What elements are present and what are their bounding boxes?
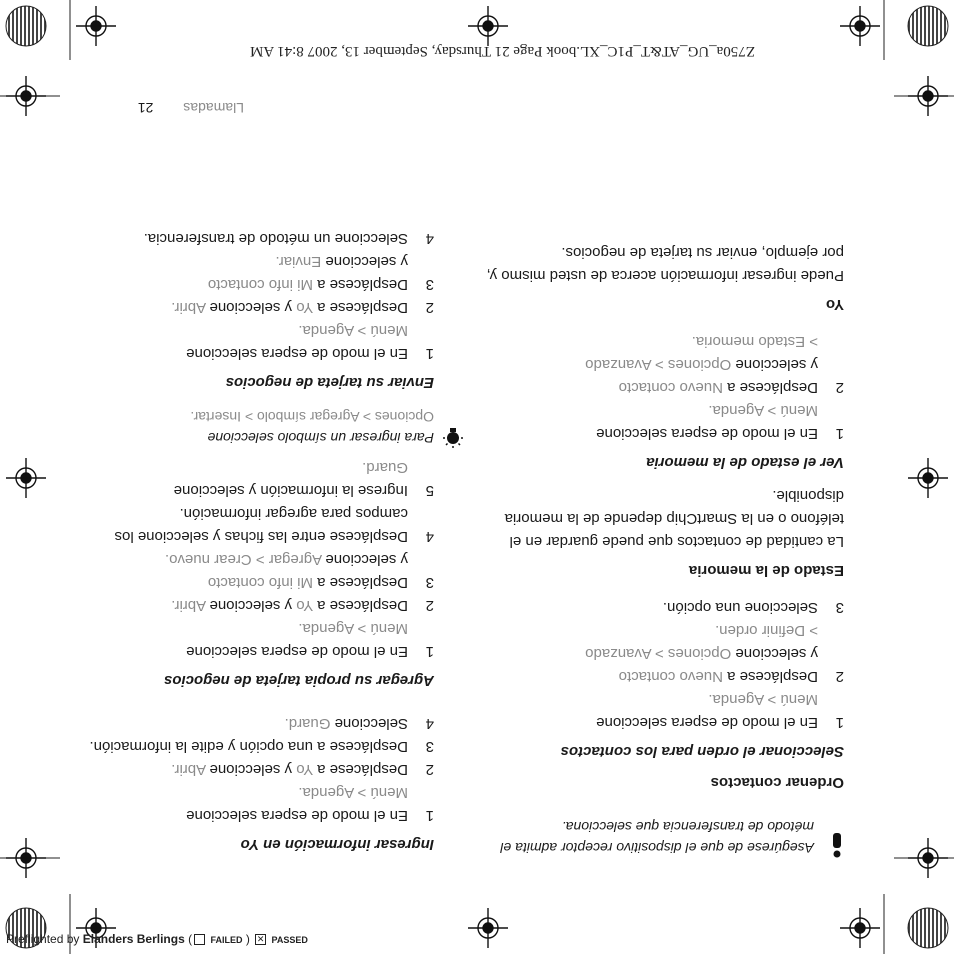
list-item — [484, 688, 844, 734]
step-text-body: Desplácese a — [727, 379, 818, 396]
step-text-body: Desplácese a — [317, 574, 408, 591]
preflight-passed: PASSED — [271, 935, 308, 945]
list-item — [84, 712, 434, 735]
step-text-connector: y seleccione — [209, 761, 293, 778]
menu-path: Guard. — [284, 715, 331, 732]
memoria-title: Estado de la memoria — [688, 562, 844, 579]
left-column — [484, 231, 844, 864]
step-text — [186, 617, 408, 663]
step-text-connector: y seleccione — [209, 299, 293, 316]
step-number: 2 — [425, 299, 434, 316]
preflight-failed: FAILED — [210, 935, 243, 945]
transfer-hint-text: Asegúrese de que el dispositivo receptor admita el método de transferencia que selecciona. — [500, 819, 814, 856]
step-text — [186, 781, 408, 827]
step-number: 3 — [835, 599, 844, 616]
step-text — [585, 619, 818, 688]
symbol-tip — [84, 406, 464, 448]
step-text: Seleccione un método de transferencia. — [143, 230, 408, 247]
list-item — [84, 735, 434, 758]
tip-content — [190, 406, 434, 448]
menu-path: Nuevo contacto — [618, 379, 723, 396]
step-text-body: Ingrese la información y seleccione — [173, 482, 408, 499]
step-text-body: En el modo de espera seleccione — [596, 714, 818, 731]
menu-path: Abrir. — [171, 761, 207, 778]
transfer-hint — [484, 816, 844, 858]
menu-path: Menú > Agenda. — [298, 322, 408, 339]
step-number: 2 — [835, 379, 844, 396]
menu-path: Menú > Agenda. — [708, 402, 818, 419]
step-text-body: Desplácese a — [317, 276, 408, 293]
step-number: 3 — [425, 738, 434, 755]
list-item — [84, 548, 434, 594]
step-number: 1 — [835, 714, 844, 731]
menu-path: > Definir orden. — [715, 622, 818, 639]
step-text — [171, 758, 408, 781]
menu-path: Enviar. — [275, 253, 322, 270]
preflight-prefix: Preflighted by — [6, 932, 80, 946]
step-text-body: En el modo de espera seleccione — [186, 643, 408, 660]
preflight-brand: Elanders Berlings — [82, 932, 185, 946]
step-text-body: En el modo de espera seleccione — [186, 807, 408, 824]
step-number: 2 — [425, 597, 434, 614]
step-text — [171, 594, 408, 617]
right-column — [84, 227, 434, 864]
list-item — [484, 596, 844, 619]
menu-path: Yo — [296, 761, 314, 778]
step-number: 3 — [425, 276, 434, 293]
preflight-open: ( — [188, 932, 193, 946]
step-text-connector: y seleccione — [325, 551, 408, 568]
preflight-close: ) — [245, 932, 250, 946]
step-text-connector: y seleccione — [735, 645, 818, 662]
passed-checkbox: ✕ — [256, 934, 265, 945]
menu-path: Mi info contacto — [207, 276, 313, 293]
menu-path: Menú > Agenda. — [708, 691, 818, 708]
footer-section: Llamadas — [183, 100, 244, 116]
menu-path: Mi info contacto — [207, 574, 313, 591]
step-text — [596, 399, 818, 445]
step-text-body: Desplácese a — [727, 668, 818, 685]
list-item — [84, 227, 434, 250]
ingresar-task: Ingresar información en Yo — [240, 836, 434, 853]
step-text — [165, 548, 408, 594]
menu-path: > Estado memoria. — [691, 333, 818, 350]
list-item — [84, 594, 434, 617]
step-text — [208, 250, 408, 296]
menu-path: Menú > Agenda. — [298, 620, 408, 637]
step-text — [585, 330, 818, 399]
step-number: 1 — [425, 643, 434, 660]
menu-path: Opciones > Agregar símbolo > Insertar. — [190, 409, 434, 425]
tip-bulb-icon — [446, 406, 464, 448]
list-item — [84, 617, 434, 663]
step-text — [285, 712, 408, 735]
menu-path: Agregar > Crear nuevo. — [164, 551, 323, 568]
step-number: 4 — [425, 715, 434, 732]
menu-path: Abrir. — [171, 299, 207, 316]
list-item — [84, 250, 434, 296]
step-number: 4 — [425, 528, 434, 545]
step-text: Seleccione una opción. — [662, 599, 818, 616]
step-text-connector: y seleccione — [735, 356, 818, 373]
list-item — [84, 319, 434, 365]
step-text — [186, 319, 408, 365]
ordenar-title: Ordenar contactos — [710, 774, 844, 791]
menu-path: Nuevo contacto — [618, 668, 723, 685]
step-number: 1 — [425, 345, 434, 362]
list-item — [84, 758, 434, 781]
yo-title: Yo — [825, 296, 844, 313]
list-item — [84, 781, 434, 827]
step-text-body: Seleccione — [334, 715, 408, 732]
list-item — [484, 330, 844, 399]
info-icon — [826, 816, 844, 858]
agregar-task: Agregar su propia tarjeta de negocios — [163, 672, 434, 689]
ordenar-task: Seleccionar el orden para los contactos — [560, 743, 844, 760]
list-item — [84, 456, 434, 502]
step-text-body: En el modo de espera seleccione — [186, 345, 408, 362]
step-text-connector: y seleccione — [209, 597, 293, 614]
menu-path: Yo — [296, 299, 314, 316]
step-text-body: Desplácese a — [317, 597, 408, 614]
step-text: Desplácese a una opción y edite la información. — [89, 738, 408, 755]
list-item — [484, 399, 844, 445]
step-text-connector: y seleccione — [325, 253, 408, 270]
step-text: Desplácese entre las fichas y seleccione los campos para agregar información. — [114, 505, 408, 545]
step-text — [174, 456, 408, 502]
page-number: 21 — [137, 100, 154, 116]
list-item — [84, 296, 434, 319]
memoria-paragraph: La cantidad de contactos que puede guardar en el teléfono o en la SmartChip depende de la memoria disponible. — [504, 487, 844, 550]
enviar-task: Enviar su tarjeta de negocios — [225, 374, 434, 391]
page-footer — [138, 100, 244, 116]
step-number: 1 — [835, 425, 844, 442]
step-text — [596, 688, 818, 734]
step-text — [171, 296, 408, 319]
slug-line: Z750a_UG_AT&T_P1C_XL.book Page 21 Thursday, September 13, 2007 8:41 AM — [250, 43, 755, 59]
step-text-body: Desplácese a — [317, 761, 408, 778]
step-number: 3 — [425, 574, 434, 591]
step-number: 5 — [425, 482, 434, 499]
yo-paragraph: Puede ingresar información acerca de usted mismo y, por ejemplo, enviar su tarjeta de negocios. — [486, 244, 844, 284]
step-number: 1 — [425, 807, 434, 824]
menu-path: Menú > Agenda. — [298, 784, 408, 801]
menu-path: Abrir. — [171, 597, 207, 614]
list-item — [84, 502, 434, 548]
step-text-body: Desplácese a — [317, 299, 408, 316]
menu-path: Guard. — [362, 459, 408, 476]
menu-path: Opciones > Avanzado — [585, 356, 732, 373]
step-text-body: En el modo de espera seleccione — [596, 425, 818, 442]
step-number: 2 — [425, 761, 434, 778]
ver-task: Ver el estado de la memoria — [646, 454, 844, 471]
list-item — [484, 619, 844, 688]
menu-path: Opciones > Avanzado — [585, 645, 732, 662]
step-number: 4 — [425, 230, 434, 247]
menu-path: Yo — [296, 597, 314, 614]
step-number: 2 — [835, 668, 844, 685]
tip-text: Para ingresar un símbolo seleccione — [207, 430, 434, 446]
